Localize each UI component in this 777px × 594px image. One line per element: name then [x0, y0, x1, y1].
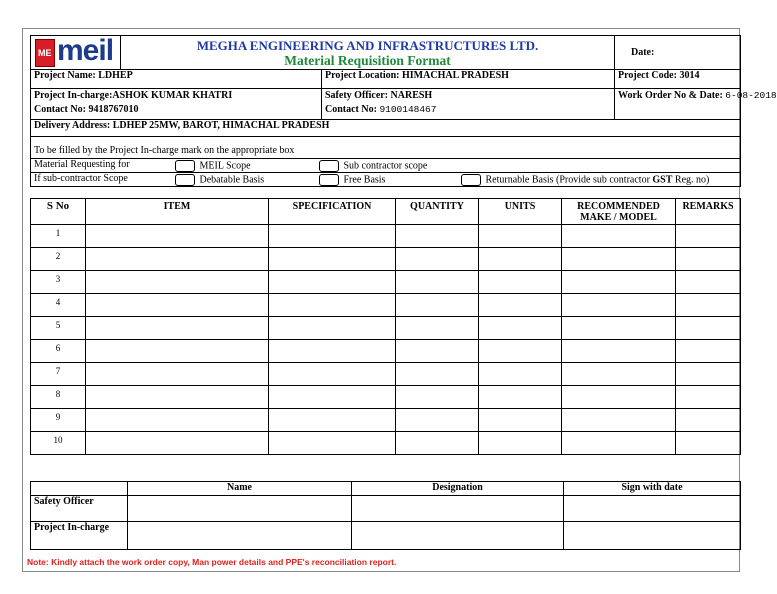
- meil-logo-badge: [35, 39, 55, 67]
- sig-name-field[interactable]: [128, 496, 352, 522]
- returnable-checkbox[interactable]: [461, 174, 481, 186]
- table-cell[interactable]: [479, 225, 562, 248]
- table-cell[interactable]: [479, 409, 562, 432]
- safety-officer: Safety Officer: NARESH: [325, 90, 433, 101]
- table-cell[interactable]: [269, 294, 396, 317]
- meil-scope-checkbox[interactable]: [175, 160, 195, 172]
- table-cell[interactable]: [562, 248, 676, 271]
- col-remarks: REMARKS: [676, 199, 741, 225]
- table-cell[interactable]: [269, 386, 396, 409]
- table-cell[interactable]: [396, 409, 479, 432]
- table-cell[interactable]: [269, 271, 396, 294]
- project-location: Project Location: HIMACHAL PRADESH: [322, 70, 615, 89]
- row-number: 4: [31, 294, 86, 317]
- table-row: [31, 294, 741, 317]
- sig-designation-field[interactable]: [352, 496, 564, 522]
- table-cell[interactable]: [562, 317, 676, 340]
- table-cell[interactable]: [396, 248, 479, 271]
- items-header-row: [31, 199, 741, 225]
- table-cell[interactable]: [396, 294, 479, 317]
- table-row: [31, 317, 741, 340]
- work-order-cell: [615, 89, 777, 120]
- table-cell[interactable]: [676, 409, 741, 432]
- debatable-checkbox[interactable]: [175, 174, 195, 186]
- table-cell[interactable]: [562, 386, 676, 409]
- free-checkbox[interactable]: [319, 174, 339, 186]
- table-cell[interactable]: [396, 317, 479, 340]
- table-row: [31, 386, 741, 409]
- sig-role-project-incharge: Project In-charge: [31, 522, 128, 550]
- table-row: [31, 248, 741, 271]
- row-number: 3: [31, 271, 86, 294]
- table-cell[interactable]: [479, 432, 562, 455]
- col-item: ITEM: [86, 199, 269, 225]
- table-cell[interactable]: [86, 294, 269, 317]
- table-cell[interactable]: [479, 317, 562, 340]
- table-cell[interactable]: [676, 386, 741, 409]
- meil-logo: [31, 36, 120, 69]
- delivery-address: Delivery Address: LDHEP 25MW, BAROT, HIMACHAL PRADESH: [31, 120, 741, 137]
- table-cell[interactable]: [676, 363, 741, 386]
- safety-contact: [325, 103, 611, 117]
- project-incharge: Project In-charge:ASHOK KUMAR KHATRI: [34, 90, 233, 101]
- fill-note: To be filled by the Project In-charge mark on the appropriate box: [31, 145, 741, 159]
- row-number: 1: [31, 225, 86, 248]
- table-cell[interactable]: [479, 386, 562, 409]
- debatable-label: Debatable Basis: [199, 174, 265, 186]
- table-cell[interactable]: [396, 225, 479, 248]
- table-cell[interactable]: [676, 317, 741, 340]
- safety-contact-value: 9100148467: [379, 104, 437, 115]
- table-cell[interactable]: [396, 363, 479, 386]
- free-option[interactable]: [319, 174, 385, 186]
- signature-table: [30, 481, 741, 550]
- table-row: [31, 432, 741, 455]
- table-cell[interactable]: [269, 225, 396, 248]
- table-cell[interactable]: [396, 386, 479, 409]
- col-sno: S No: [31, 199, 86, 225]
- project-code: Project Code: 3014: [615, 70, 741, 89]
- table-cell[interactable]: [479, 271, 562, 294]
- table-cell[interactable]: [562, 271, 676, 294]
- table-cell[interactable]: [479, 248, 562, 271]
- requesting-row: [31, 159, 741, 173]
- form-title: Material Requisition Format: [284, 53, 451, 68]
- table-row: [31, 340, 741, 363]
- table-cell[interactable]: [479, 363, 562, 386]
- table-cell[interactable]: [676, 340, 741, 363]
- sub-scope-option[interactable]: [319, 160, 427, 172]
- table-row: [31, 271, 741, 294]
- table-cell[interactable]: [269, 409, 396, 432]
- signature-header-row: [31, 482, 741, 496]
- table-cell[interactable]: [479, 294, 562, 317]
- table-cell[interactable]: [86, 248, 269, 271]
- table-cell[interactable]: [396, 271, 479, 294]
- if-sub-label: If sub-contractor Scope: [34, 173, 128, 184]
- sub-scope-row: [31, 173, 741, 187]
- title-cell: [121, 36, 615, 70]
- logo-cell: [31, 36, 121, 70]
- sig-col-designation: Designation: [352, 482, 564, 496]
- debatable-option[interactable]: [175, 174, 264, 186]
- logo-text: meil: [57, 34, 114, 67]
- row-number: 9: [31, 409, 86, 432]
- items-table: [30, 198, 741, 455]
- table-cell[interactable]: [676, 225, 741, 248]
- returnable-option[interactable]: [461, 174, 709, 186]
- meil-scope-option[interactable]: [175, 160, 251, 172]
- table-cell[interactable]: [86, 340, 269, 363]
- company-name: MEGHA ENGINEERING AND INFRASTRUCTURES LTD.: [196, 38, 539, 53]
- table-cell[interactable]: [396, 432, 479, 455]
- row-number: 10: [31, 432, 86, 455]
- sig-name-field[interactable]: [128, 522, 352, 550]
- safety-officer-cell: [322, 89, 615, 120]
- incharge-contact-label: Contact No:: [34, 104, 89, 115]
- table-cell[interactable]: [562, 340, 676, 363]
- col-specification: SPECIFICATION: [269, 199, 396, 225]
- table-cell[interactable]: [676, 271, 741, 294]
- table-cell[interactable]: [269, 248, 396, 271]
- sub-scope-checkbox[interactable]: [319, 160, 339, 172]
- row-number: 8: [31, 386, 86, 409]
- col-units: UNITS: [479, 199, 562, 225]
- table-cell[interactable]: [676, 294, 741, 317]
- table-cell[interactable]: [562, 432, 676, 455]
- work-order-label: Work Order No & Date:: [618, 90, 726, 101]
- row-number: 2: [31, 248, 86, 271]
- header-table: [30, 34, 777, 187]
- sig-sign-field[interactable]: [564, 496, 741, 522]
- table-cell[interactable]: [269, 317, 396, 340]
- table-cell[interactable]: [86, 271, 269, 294]
- row-number: 6: [31, 340, 86, 363]
- table-cell[interactable]: [86, 363, 269, 386]
- table-cell[interactable]: [86, 317, 269, 340]
- table-cell[interactable]: [269, 363, 396, 386]
- logo-badge-text: ME: [38, 48, 52, 58]
- sig-col-sign: Sign with date: [564, 482, 741, 496]
- returnable-label: Returnable Basis (Provide sub contractor: [485, 174, 653, 186]
- incharge-contact-value: 9418767010: [88, 104, 139, 115]
- free-label: Free Basis: [343, 174, 386, 186]
- date-field[interactable]: Date:: [615, 36, 741, 70]
- safety-contact-label: Contact No:: [325, 104, 380, 115]
- table-cell[interactable]: [562, 409, 676, 432]
- table-cell[interactable]: [269, 340, 396, 363]
- table-cell[interactable]: [86, 386, 269, 409]
- incharge-contact: [34, 103, 318, 117]
- sig-sign-field[interactable]: [564, 522, 741, 550]
- row-number: 7: [31, 363, 86, 386]
- sub-scope-label: Sub contractor scope: [343, 160, 428, 172]
- sig-row-safety-officer: [31, 496, 741, 522]
- table-cell[interactable]: [676, 432, 741, 455]
- table-cell[interactable]: [396, 340, 479, 363]
- col-recommended: RECOMMENDED MAKE / MODEL: [562, 199, 676, 225]
- table-cell[interactable]: [86, 409, 269, 432]
- sig-col-name: Name: [128, 482, 352, 496]
- table-row: [31, 225, 741, 248]
- table-cell[interactable]: [676, 248, 741, 271]
- meil-scope-label: MEIL Scope: [199, 160, 251, 172]
- returnable-gst: GST: [652, 174, 673, 186]
- project-name: Project Name: LDHEP: [31, 70, 322, 89]
- table-cell[interactable]: [562, 294, 676, 317]
- footer-note: Note: Kindly attach the work order copy, Man power details and PPE's reconciliation report.: [27, 557, 397, 567]
- col-quantity: QUANTITY: [396, 199, 479, 225]
- sig-corner: [31, 482, 128, 496]
- table-cell[interactable]: [479, 340, 562, 363]
- table-cell[interactable]: [269, 432, 396, 455]
- table-row: [31, 409, 741, 432]
- row-number: 5: [31, 317, 86, 340]
- table-cell[interactable]: [86, 432, 269, 455]
- sig-role-safety-officer: Safety Officer: [31, 496, 128, 522]
- table-cell[interactable]: [562, 363, 676, 386]
- returnable-suffix: Reg. no): [672, 174, 710, 186]
- sig-row-project-incharge: [31, 522, 741, 550]
- table-cell[interactable]: [86, 225, 269, 248]
- spacer-row: [31, 137, 741, 145]
- sig-designation-field[interactable]: [352, 522, 564, 550]
- work-order-value: 6-08-2018: [725, 90, 777, 101]
- table-row: [31, 363, 741, 386]
- requesting-for-label: Material Requesting for: [34, 159, 130, 170]
- project-incharge-cell: [31, 89, 322, 120]
- table-cell[interactable]: [562, 225, 676, 248]
